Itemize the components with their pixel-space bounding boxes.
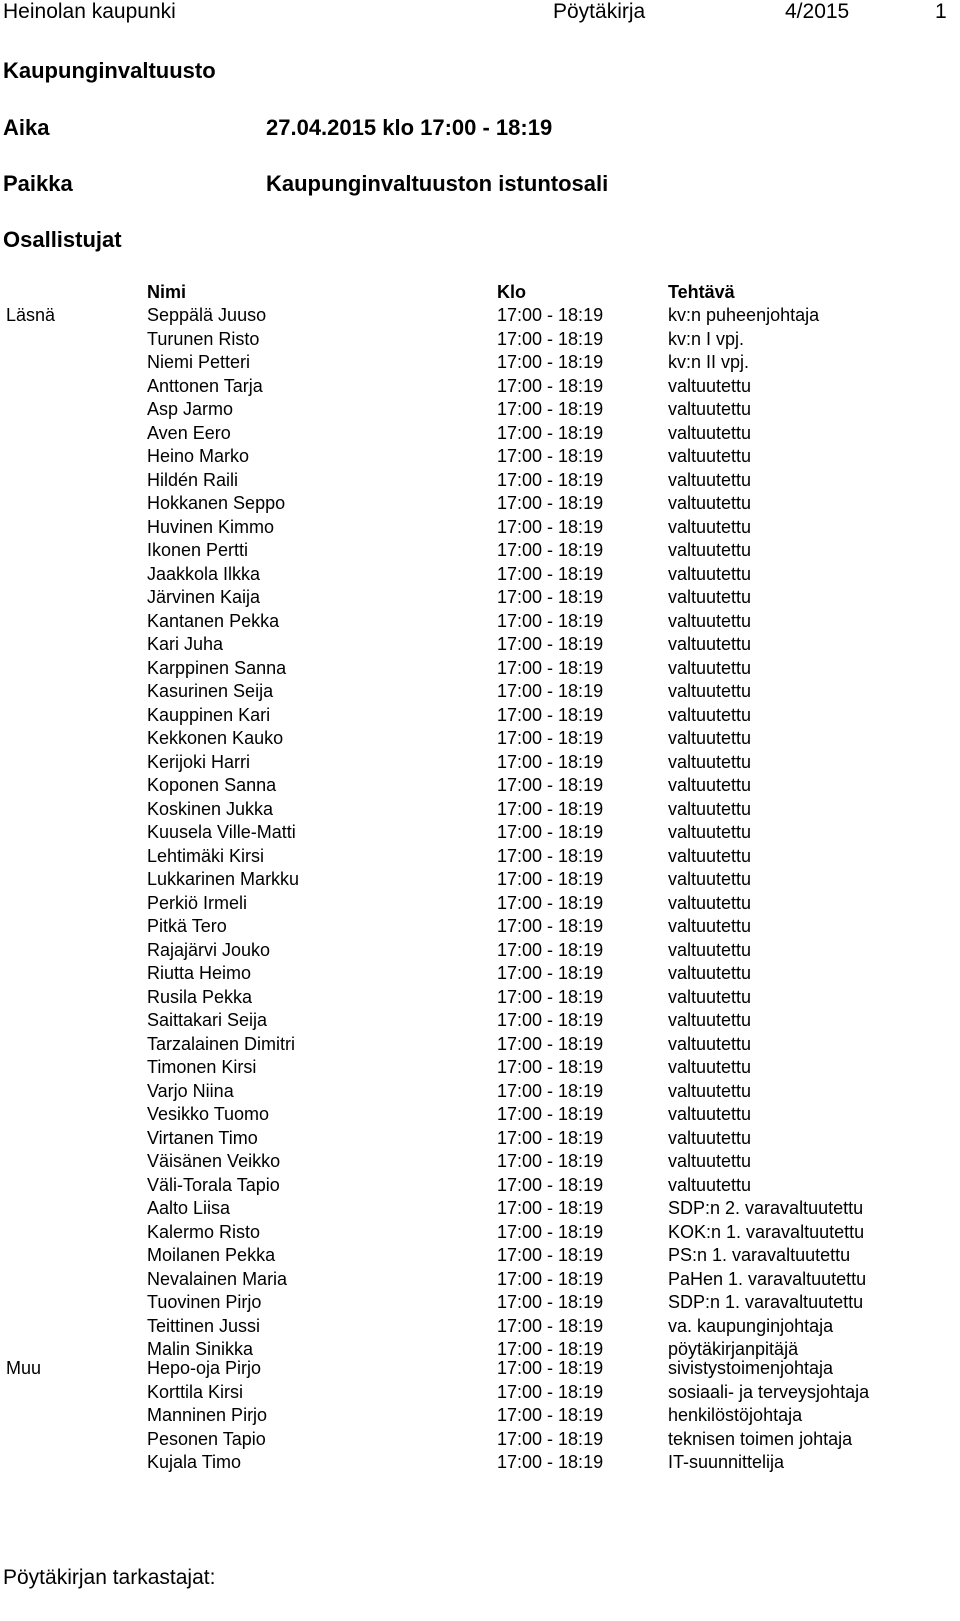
participant-row — [0, 1127, 960, 1151]
participant-name: Pesonen Tapio — [147, 1428, 266, 1449]
participant-role: va. kaupunginjohtaja — [668, 1315, 834, 1336]
participant-row — [0, 680, 960, 704]
participant-name: Aven Eero — [147, 422, 231, 443]
participant-role: valtuutettu — [668, 704, 752, 725]
page-number: 1 — [935, 0, 947, 23]
participant-role: valtuutettu — [668, 493, 752, 513]
participant-time: 17:00 - 18:19 — [497, 704, 604, 725]
participant-time: 17:00 - 18:19 — [497, 1080, 604, 1101]
participant-name: Ikonen Pertti — [147, 540, 249, 560]
participant-name: Asp Jarmo — [147, 399, 234, 419]
participant-role: SDP:n 2. varavaltuutettu — [668, 1198, 864, 1218]
participant-role: valtuutettu — [668, 446, 752, 466]
participant-row — [0, 1174, 960, 1198]
participant-row — [0, 1291, 960, 1315]
participant-time: 17:00 - 18:19 — [497, 916, 604, 936]
participant-name: Niemi Petteri — [147, 352, 251, 372]
participant-row — [0, 1404, 960, 1428]
participant-time: 17:00 - 18:19 — [497, 375, 604, 396]
participant-time: 17:00 - 18:19 — [497, 587, 604, 607]
participant-time: 17:00 - 18:19 — [497, 963, 604, 983]
participant-role: teknisen toimen johtaja — [668, 1428, 853, 1449]
participant-row — [0, 1103, 960, 1127]
participant-row — [0, 1381, 960, 1405]
participant-role: valtuutettu — [668, 728, 752, 748]
participant-name: Kari Juha — [147, 634, 224, 654]
participant-time: 17:00 - 18:19 — [497, 1198, 604, 1218]
participant-time: 17:00 - 18:19 — [497, 328, 604, 349]
participant-name: Huvinen Kimmo — [147, 516, 275, 537]
participant-row — [0, 492, 960, 516]
participant-role: valtuutettu — [668, 422, 752, 443]
time-value: 27.04.2015 klo 17:00 - 18:19 — [266, 115, 553, 140]
participant-role: valtuutettu — [668, 892, 752, 913]
participant-name: Virtanen Timo — [147, 1127, 258, 1148]
participant-role: valtuutettu — [668, 822, 752, 842]
participant-name: Karppinen Sanna — [147, 657, 287, 678]
column-header-time: Klo — [497, 282, 526, 302]
participant-time: 17:00 - 18:19 — [497, 1428, 604, 1449]
group-label: Läsnä — [6, 305, 56, 325]
participant-role: valtuutettu — [668, 751, 752, 772]
participant-row — [0, 1221, 960, 1245]
participant-row — [0, 1033, 960, 1057]
participant-time: 17:00 - 18:19 — [497, 1010, 604, 1030]
minutes-checkers-title: Pöytäkirjan tarkastajat: — [3, 1566, 216, 1589]
participant-row — [0, 469, 960, 493]
participant-role: IT-suunnittelija — [668, 1452, 785, 1472]
participant-row — [0, 516, 960, 540]
participant-role: PS:n 1. varavaltuutettu — [668, 1245, 851, 1265]
participant-time: 17:00 - 18:19 — [497, 422, 604, 443]
participant-name: Varjo Niina — [147, 1080, 234, 1101]
participant-name: Heino Marko — [147, 446, 250, 466]
group-label: Muu — [6, 1358, 42, 1378]
participant-time: 17:00 - 18:19 — [497, 775, 604, 795]
participant-role: kv:n II vpj. — [668, 352, 750, 372]
participant-time: 17:00 - 18:19 — [497, 1292, 604, 1312]
participant-row — [0, 1315, 960, 1339]
participant-role: valtuutettu — [668, 869, 752, 889]
participant-role: valtuutettu — [668, 939, 752, 960]
participant-time: 17:00 - 18:19 — [497, 1127, 604, 1148]
participant-row — [0, 304, 960, 328]
participant-row — [0, 798, 960, 822]
participant-role: valtuutettu — [668, 516, 752, 537]
participant-role: PaHen 1. varavaltuutettu — [668, 1268, 867, 1289]
organization-name: Heinolan kaupunki — [3, 0, 176, 23]
participant-role: valtuutettu — [668, 634, 752, 654]
participant-row — [0, 422, 960, 446]
participant-role: valtuutettu — [668, 1057, 752, 1077]
column-header-role: Tehtävä — [668, 282, 735, 302]
participant-role: valtuutettu — [668, 1174, 752, 1195]
participant-name: Vesikko Tuomo — [147, 1104, 270, 1124]
participant-time: 17:00 - 18:19 — [497, 1339, 604, 1359]
participant-role: valtuutettu — [668, 916, 752, 936]
participant-name: Kekkonen Kauko — [147, 728, 284, 748]
participant-time: 17:00 - 18:19 — [497, 1405, 604, 1425]
participant-role: henkilöstöjohtaja — [668, 1405, 803, 1425]
participant-row — [0, 633, 960, 657]
participant-role: KOK:n 1. varavaltuutettu — [668, 1221, 865, 1242]
participant-name: Riutta Heimo — [147, 963, 252, 983]
participant-row — [0, 892, 960, 916]
participant-row — [0, 1357, 960, 1381]
participant-row — [0, 1268, 960, 1292]
participant-row — [0, 539, 960, 563]
document-header — [0, 0, 960, 26]
participant-role: valtuutettu — [668, 986, 752, 1007]
participant-role: valtuutettu — [668, 681, 752, 701]
participant-name: Jaakkola Ilkka — [147, 563, 261, 584]
place-value: Kaupunginvaltuuston istuntosali — [266, 171, 609, 196]
participant-name: Kasurinen Seija — [147, 681, 274, 701]
column-header-name: Nimi — [147, 282, 187, 302]
participant-row — [0, 610, 960, 634]
participant-name: Aalto Liisa — [147, 1198, 231, 1218]
participant-role: valtuutettu — [668, 1104, 752, 1124]
participant-time: 17:00 - 18:19 — [497, 399, 604, 419]
participant-role: kv:n I vpj. — [668, 328, 745, 349]
participant-row — [0, 398, 960, 422]
participant-name: Kerijoki Harri — [147, 751, 251, 772]
participant-name: Timonen Kirsi — [147, 1057, 257, 1077]
participant-time: 17:00 - 18:19 — [497, 516, 604, 537]
participant-name: Väli-Torala Tapio — [147, 1174, 280, 1195]
participant-time: 17:00 - 18:19 — [497, 1174, 604, 1195]
participant-time: 17:00 - 18:19 — [497, 352, 604, 372]
participant-role: valtuutettu — [668, 1010, 752, 1030]
participant-time: 17:00 - 18:19 — [497, 986, 604, 1007]
participant-role: valtuutettu — [668, 798, 752, 819]
participant-name: Kujala Timo — [147, 1452, 242, 1472]
participant-row — [0, 1244, 960, 1268]
participant-row — [0, 1428, 960, 1452]
participant-row — [0, 986, 960, 1010]
time-label: Aika — [3, 115, 50, 140]
participant-row — [0, 727, 960, 751]
participant-row — [0, 939, 960, 963]
participant-time: 17:00 - 18:19 — [497, 939, 604, 960]
participant-role: valtuutettu — [668, 399, 752, 419]
participant-name: Anttonen Tarja — [147, 375, 263, 396]
participant-row — [0, 962, 960, 986]
place-label: Paikka — [3, 171, 73, 196]
participant-row — [0, 328, 960, 352]
participant-name: Korttila Kirsi — [147, 1381, 244, 1402]
participant-time: 17:00 - 18:19 — [497, 540, 604, 560]
participant-time: 17:00 - 18:19 — [497, 681, 604, 701]
participant-name: Perkiö Irmeli — [147, 892, 248, 913]
participant-row — [0, 351, 960, 375]
participant-name: Hildén Raili — [147, 469, 239, 490]
participant-time: 17:00 - 18:19 — [497, 1151, 604, 1171]
participant-name: Saittakari Seija — [147, 1010, 268, 1030]
participant-role: valtuutettu — [668, 1151, 752, 1171]
participant-name: Rajajärvi Jouko — [147, 939, 271, 960]
participant-name: Kauppinen Kari — [147, 704, 271, 725]
participant-role: valtuutettu — [668, 1080, 752, 1101]
participant-name: Lehtimäki Kirsi — [147, 845, 265, 866]
participant-role: kv:n puheenjohtaja — [668, 305, 820, 325]
participant-time: 17:00 - 18:19 — [497, 845, 604, 866]
participant-row — [0, 1451, 960, 1475]
participant-name: Lukkarinen Markku — [147, 869, 300, 889]
participant-row — [0, 1197, 960, 1221]
body-title: Kaupunginvaltuusto — [3, 58, 216, 83]
participant-time: 17:00 - 18:19 — [497, 657, 604, 678]
participant-time: 17:00 - 18:19 — [497, 634, 604, 654]
participant-time: 17:00 - 18:19 — [497, 1315, 604, 1336]
participant-row — [0, 445, 960, 469]
participant-name: Nevalainen Maria — [147, 1268, 288, 1289]
participants-title: Osallistujat — [3, 227, 122, 252]
participant-role: valtuutettu — [668, 375, 752, 396]
participant-name: Pitkä Tero — [147, 916, 227, 936]
participant-role: valtuutettu — [668, 469, 752, 490]
participant-time: 17:00 - 18:19 — [497, 1057, 604, 1077]
participant-time: 17:00 - 18:19 — [497, 728, 604, 748]
participant-role: valtuutettu — [668, 963, 752, 983]
participant-row — [0, 375, 960, 399]
participant-role: valtuutettu — [668, 587, 752, 607]
participant-role: valtuutettu — [668, 845, 752, 866]
participant-role: valtuutettu — [668, 540, 752, 560]
participant-time: 17:00 - 18:19 — [497, 1358, 604, 1378]
participant-row — [0, 1056, 960, 1080]
participant-row — [0, 821, 960, 845]
participant-time: 17:00 - 18:19 — [497, 1381, 604, 1402]
participant-row — [0, 704, 960, 728]
participant-name: Turunen Risto — [147, 328, 260, 349]
participant-role: pöytäkirjanpitäjä — [668, 1339, 799, 1359]
participant-role: valtuutettu — [668, 775, 752, 795]
participant-time: 17:00 - 18:19 — [497, 1033, 604, 1054]
participant-time: 17:00 - 18:19 — [497, 1268, 604, 1289]
participant-role: valtuutettu — [668, 1127, 752, 1148]
participant-name: Kuusela Ville-Matti — [147, 822, 296, 842]
participant-row — [0, 845, 960, 869]
participant-role: valtuutettu — [668, 657, 752, 678]
participant-row — [0, 657, 960, 681]
participant-role: sivistystoimenjohtaja — [668, 1358, 834, 1378]
participant-name: Seppälä Juuso — [147, 305, 267, 325]
participant-name: Hokkanen Seppo — [147, 493, 286, 513]
participant-role: SDP:n 1. varavaltuutettu — [668, 1292, 864, 1312]
participant-time: 17:00 - 18:19 — [497, 446, 604, 466]
participant-role: valtuutettu — [668, 1033, 752, 1054]
participant-name: Kantanen Pekka — [147, 610, 280, 631]
document-number: 4/2015 — [785, 0, 850, 23]
participant-name: Koponen Sanna — [147, 775, 277, 795]
participant-time: 17:00 - 18:19 — [497, 1221, 604, 1242]
participant-role: valtuutettu — [668, 563, 752, 584]
participant-time: 17:00 - 18:19 — [497, 751, 604, 772]
participant-row — [0, 1009, 960, 1033]
participant-row — [0, 774, 960, 798]
participant-name: Rusila Pekka — [147, 986, 253, 1007]
participant-name: Hepo-oja Pirjo — [147, 1358, 262, 1378]
participant-name: Tarzalainen Dimitri — [147, 1033, 296, 1054]
participant-row — [0, 751, 960, 775]
present-list — [0, 304, 960, 1362]
participant-name: Moilanen Pekka — [147, 1245, 276, 1265]
participant-name: Malin Sinikka — [147, 1339, 254, 1359]
participant-time: 17:00 - 18:19 — [497, 869, 604, 889]
participant-name: Koskinen Jukka — [147, 798, 274, 819]
participant-row — [0, 1080, 960, 1104]
participant-time: 17:00 - 18:19 — [497, 493, 604, 513]
participant-role: valtuutettu — [668, 610, 752, 631]
participant-time: 17:00 - 18:19 — [497, 610, 604, 631]
participant-row — [0, 868, 960, 892]
participant-time: 17:00 - 18:19 — [497, 1104, 604, 1124]
participant-role: sosiaali- ja terveysjohtaja — [668, 1381, 870, 1402]
participant-row — [0, 915, 960, 939]
participant-time: 17:00 - 18:19 — [497, 469, 604, 490]
participant-row — [0, 1150, 960, 1174]
participant-time: 17:00 - 18:19 — [497, 563, 604, 584]
participant-row — [0, 563, 960, 587]
participant-time: 17:00 - 18:19 — [497, 798, 604, 819]
participant-name: Teittinen Jussi — [147, 1315, 261, 1336]
participant-time: 17:00 - 18:19 — [497, 305, 604, 325]
participant-name: Väisänen Veikko — [147, 1151, 281, 1171]
participant-name: Tuovinen Pirjo — [147, 1292, 262, 1312]
participant-name: Kalermo Risto — [147, 1221, 261, 1242]
other-list — [0, 1357, 960, 1475]
participant-time: 17:00 - 18:19 — [497, 892, 604, 913]
participant-name: Manninen Pirjo — [147, 1405, 268, 1425]
participant-row — [0, 586, 960, 610]
participant-time: 17:00 - 18:19 — [497, 822, 604, 842]
participant-time: 17:00 - 18:19 — [497, 1245, 604, 1265]
participant-time: 17:00 - 18:19 — [497, 1452, 604, 1472]
document-type: Pöytäkirja — [553, 0, 646, 23]
participant-name: Järvinen Kaija — [147, 587, 261, 607]
